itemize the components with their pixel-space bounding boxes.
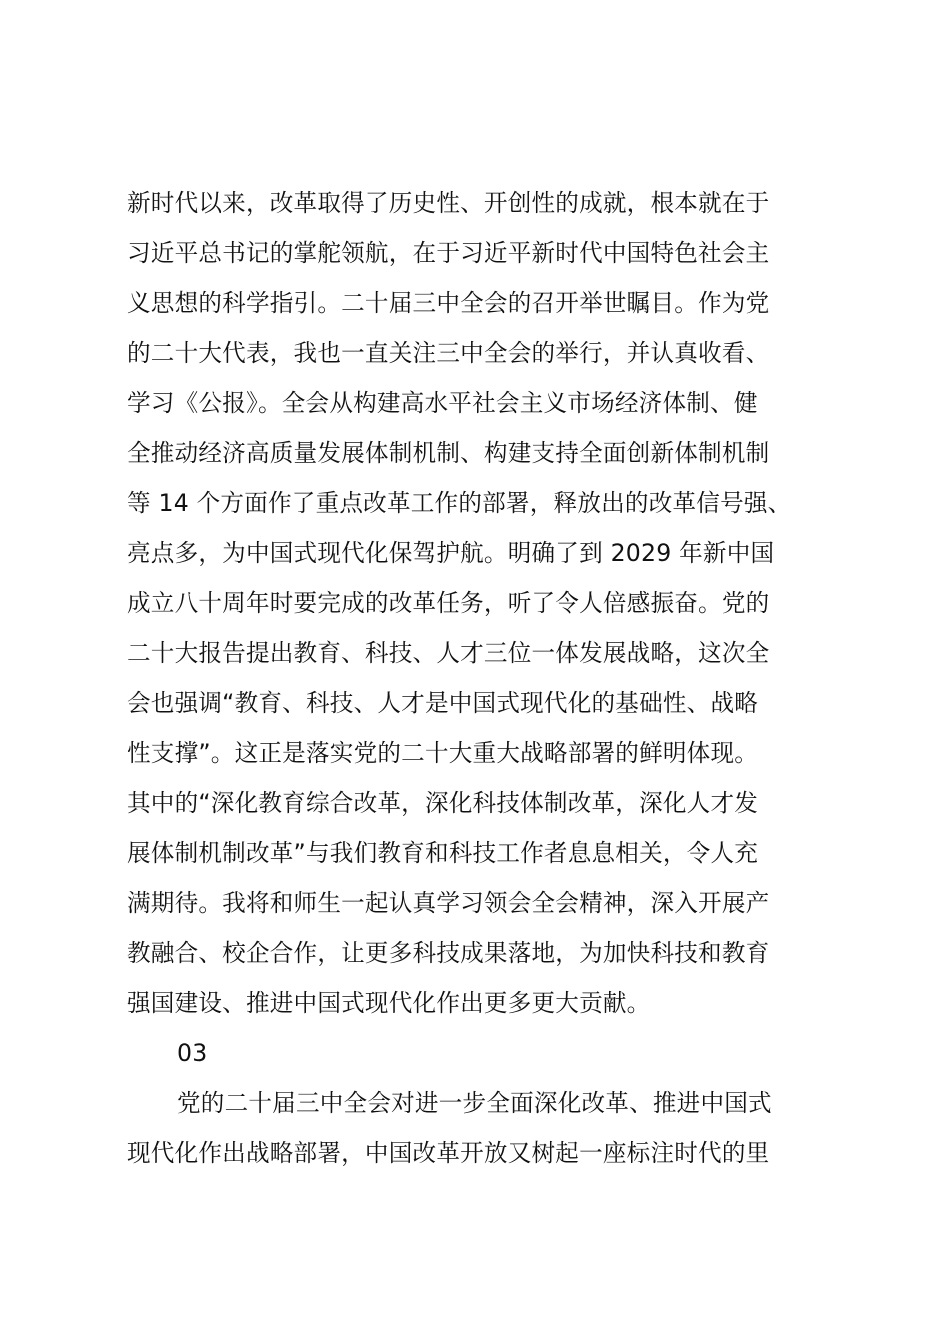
body-text-line: 现代化作出战略部署，中国改革开放又树起一座标注时代的里 (127, 1139, 770, 1167)
body-text-line: 强国建设、推进中国式现代化作出更多更大贡献。 (127, 989, 651, 1017)
body-text-line: 新时代以来，改革取得了历史性、开创性的成就，根本就在于 (127, 189, 770, 217)
body-text-line: 等 14 个方面作了重点改革工作的部署，释放出的改革信号强、 (127, 489, 792, 517)
body-text-line: 习近平总书记的掌舵领航，在于习近平新时代中国特色社会主 (127, 239, 770, 267)
body-text-line: 满期待。我将和师生一起认真学习领会全会精神，深入开展产 (127, 889, 770, 917)
section-number: 03 (177, 1039, 208, 1067)
body-text-line: 二十大报告提出教育、科技、人才三位一体发展战略，这次全 (127, 639, 770, 667)
body-text-line: 展体制机制改革”与我们教育和科技工作者息息相关，令人充 (127, 839, 759, 867)
body-text-line: 会也强调“教育、科技、人才是中国式现代化的基础性、战略 (127, 689, 759, 717)
body-text-line: 的二十大代表，我也一直关注三中全会的举行，并认真收看、 (127, 339, 770, 367)
body-text-line: 亮点多，为中国式现代化保驾护航。明确了到 2029 年新中国 (127, 539, 775, 567)
paragraph-first-line: 党的二十届三中全会对进一步全面深化改革、推进中国式 (177, 1089, 772, 1117)
body-text-line: 性支撑”。这正是落实党的二十大重大战略部署的鲜明体现。 (127, 739, 759, 767)
body-text-line: 全推动经济高质量发展体制机制、构建支持全面创新体制机制 (127, 439, 770, 467)
body-text-line: 其中的“深化教育综合改革，深化科技体制改革，深化人才发 (127, 789, 759, 817)
body-text-line: 学习《公报》。全会从构建高水平社会主义市场经济体制、健 (127, 389, 758, 417)
body-text-line: 义思想的科学指引。二十届三中全会的召开举世瞩目。作为党 (127, 289, 770, 317)
body-text-line: 成立八十周年时要完成的改革任务，听了令人倍感振奋。党的 (127, 589, 770, 617)
body-text-line: 教融合、校企合作，让更多科技成果落地，为加快科技和教育 (127, 939, 770, 967)
